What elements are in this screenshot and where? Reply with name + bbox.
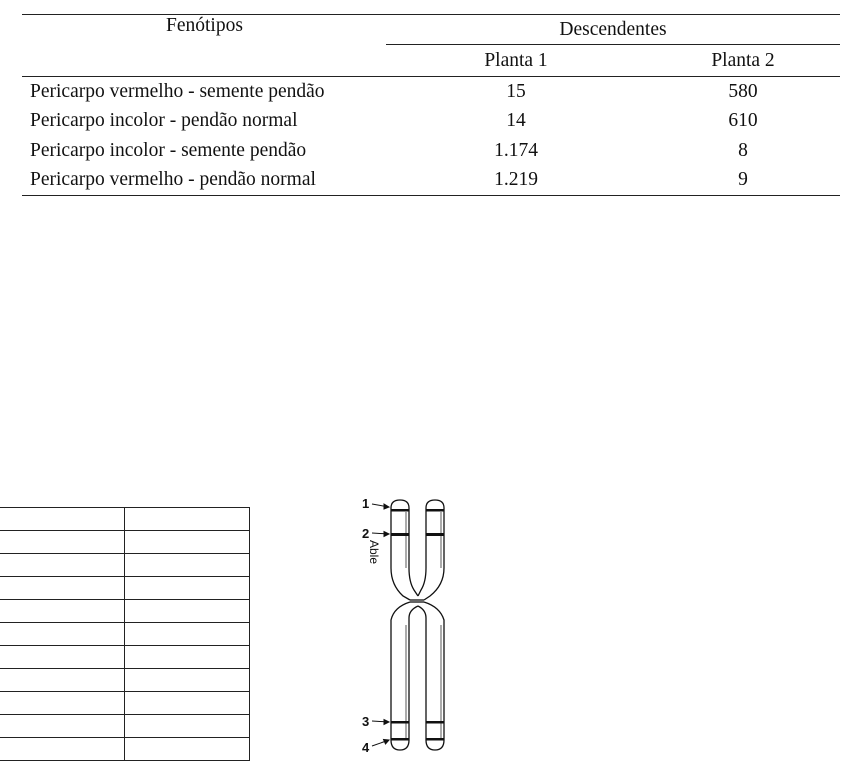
grid-row (0, 738, 250, 761)
able-label: Able (367, 540, 381, 565)
grid-cell (0, 600, 125, 623)
plant1-cell: 14 (506, 110, 526, 132)
phenotype-table (22, 14, 840, 196)
grid-row (0, 692, 250, 715)
table-row (22, 166, 840, 196)
grid-cell (0, 508, 125, 531)
grid-cell (0, 577, 125, 600)
grid-row (0, 554, 250, 577)
phenotype-cell: Pericarpo incolor - pendão normal (30, 110, 298, 132)
grid-cell (125, 715, 250, 738)
plant2-cell: 9 (646, 166, 840, 196)
marker-1: 1 (362, 496, 370, 511)
grid-cell (125, 646, 250, 669)
grid-cell (125, 531, 250, 554)
grid-row (0, 623, 250, 646)
grid-row (0, 508, 250, 531)
header-plant2: Planta 2 (646, 45, 840, 77)
grid-row (0, 577, 250, 600)
phenotype-cell: Pericarpo incolor - semente pendão (30, 139, 307, 161)
grid-cell (0, 669, 125, 692)
plant1-cell: 1.174 (494, 139, 538, 161)
grid-cell (0, 623, 125, 646)
grid-row (0, 646, 250, 669)
grid-cell (125, 508, 250, 531)
empty-grid-table (0, 507, 250, 761)
grid-cell (0, 646, 125, 669)
chromosome-svg (358, 490, 468, 761)
grid-cell (0, 531, 125, 554)
grid-row (0, 715, 250, 738)
plant1-cell: 1.219 (386, 166, 646, 196)
grid-row (0, 669, 250, 692)
plant2-cell: 610 (728, 110, 758, 132)
grid-cell (0, 692, 125, 715)
marker-4: 4 (362, 740, 370, 755)
grid-row (0, 600, 250, 623)
grid-cell (125, 669, 250, 692)
table-row (22, 136, 840, 166)
marker-2: 2 (362, 526, 370, 541)
grid-cell (0, 738, 125, 761)
grid-cell (125, 623, 250, 646)
header-descendants: Descendentes (386, 15, 840, 45)
phenotype-cell: Pericarpo vermelho - pendão normal (22, 166, 386, 196)
header-plant1: Planta 1 (386, 45, 646, 77)
table-header-row (22, 15, 840, 45)
grid-cell (125, 692, 250, 715)
plant2-cell: 8 (738, 139, 748, 161)
grid-cell (125, 577, 250, 600)
table-row (22, 107, 840, 137)
plant2-cell: 580 (728, 80, 758, 102)
grid-cell (125, 738, 250, 761)
grid-cell (125, 600, 250, 623)
marker-3: 3 (362, 714, 370, 729)
grid-cell (0, 715, 125, 738)
phenotype-cell: Pericarpo vermelho - semente pendão (30, 80, 325, 102)
chromosome-diagram (358, 490, 468, 761)
grid-cell (0, 554, 125, 577)
table-row (22, 77, 840, 107)
grid-cell (125, 554, 250, 577)
plant1-cell: 15 (506, 80, 526, 102)
header-phenotypes: Fenótipos (22, 15, 386, 77)
grid-row (0, 531, 250, 554)
